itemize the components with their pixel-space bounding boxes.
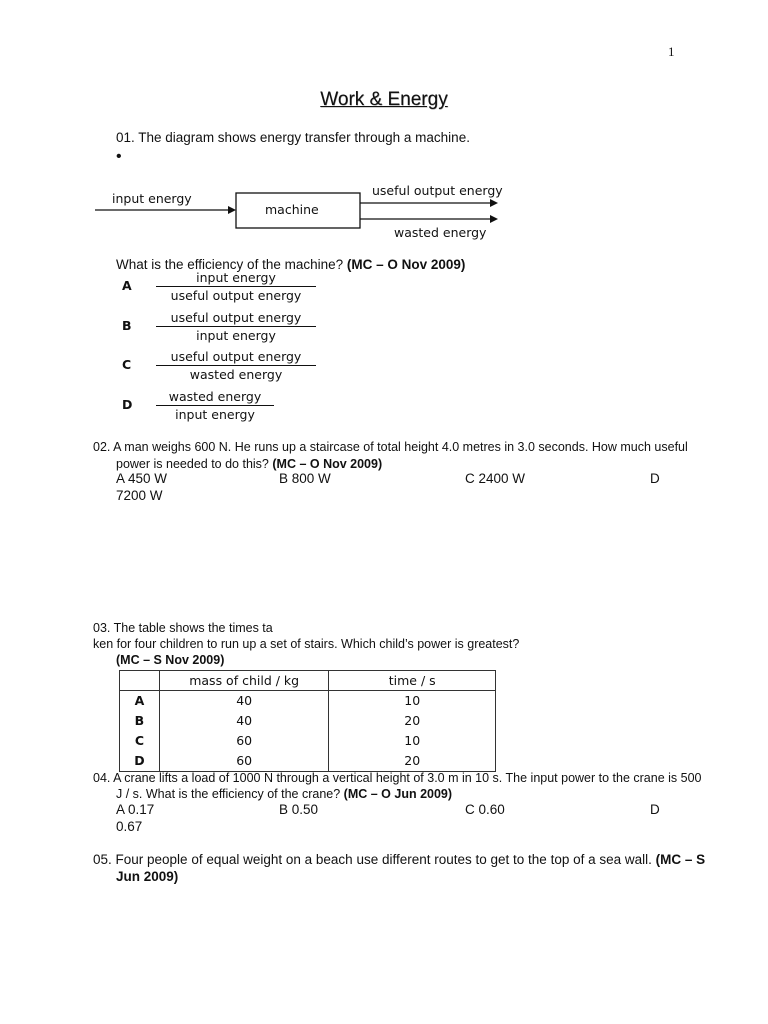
table-cell: 20 <box>329 751 496 772</box>
q2-line2-text: power is needed to do this? <box>116 457 269 471</box>
table-cell: 60 <box>159 731 329 751</box>
table-header-cell: mass of child / kg <box>159 671 329 691</box>
table-header-cell: time / s <box>329 671 496 691</box>
table-cell: 40 <box>159 691 329 712</box>
page-title: Work & Energy <box>320 89 448 110</box>
table-cell: 10 <box>329 691 496 712</box>
option-letter: A <box>122 278 132 293</box>
fraction-bar <box>156 365 316 366</box>
table-row <box>120 751 496 772</box>
table-cell: B <box>120 711 160 731</box>
table-header-row <box>120 671 496 691</box>
diagram-machine-label: machine <box>265 202 319 217</box>
option-fraction <box>156 310 316 343</box>
q2-option-d-value: 7200 W <box>116 488 163 503</box>
fraction-numerator: useful output energy <box>170 349 302 364</box>
table-cell: 10 <box>329 731 496 751</box>
diagram-useful-label: useful output energy <box>372 183 503 198</box>
q4-option-d: D <box>650 802 660 817</box>
q4-source: (MC – O Jun 2009) <box>343 787 453 801</box>
option-letter: B <box>122 318 132 333</box>
q3-line2: ken for four children to run up a set of stairs. Which child’s power is greatest? <box>93 637 520 651</box>
q2-line1: 02. A man weighs 600 N. He runs up a staircase of total height 4.0 metres in 3.0 seconds. How much useful <box>93 440 688 454</box>
option-fraction <box>156 349 316 382</box>
table-cell: D <box>120 751 160 772</box>
table-cell: 20 <box>329 711 496 731</box>
diagram-wasted-label: wasted energy <box>394 225 487 240</box>
q1-text: 01. The diagram shows energy transfer through a machine. <box>116 130 470 145</box>
energy-transfer-diagram <box>90 180 540 245</box>
fraction-numerator: useful output energy <box>170 310 302 325</box>
q2-source: (MC – O Nov 2009) <box>272 457 383 471</box>
q4-line2-text: J / s. What is the efficiency of the crane? <box>116 787 341 801</box>
fraction-numerator: wasted energy <box>168 389 262 404</box>
fraction-denominator: input energy <box>175 407 255 422</box>
table-cell: A <box>120 691 160 712</box>
table-header-cell <box>120 671 160 691</box>
q2-option-b: B 800 W <box>279 471 331 486</box>
fraction-bar <box>156 405 274 406</box>
diagram-input-label: input energy <box>112 191 192 206</box>
q5-line1 <box>93 852 733 867</box>
q4-line1: 04. A crane lifts a load of 1000 N through a vertical height of 3.0 m in 10 s. The input power to the crane is 500 <box>93 771 702 785</box>
q5-source-part1: (MC – S <box>655 852 706 867</box>
table-row <box>120 731 496 751</box>
table-row <box>120 711 496 731</box>
page-number: 1 <box>668 44 675 59</box>
q4-option-b: B 0.50 <box>279 802 319 817</box>
stairs-table <box>119 670 496 772</box>
q4-option-d-value: 0.67 <box>116 819 143 834</box>
option-fraction <box>156 270 316 303</box>
q4-option-c: C 0.60 <box>465 802 505 817</box>
fraction-denominator: input energy <box>196 328 276 343</box>
q2-option-a: A 450 W <box>116 471 168 486</box>
option-letter: C <box>122 357 132 372</box>
q3-source: (MC – S Nov 2009) <box>116 653 225 667</box>
q2-option-c: C 2400 W <box>465 471 526 486</box>
table-cell: C <box>120 731 160 751</box>
q5-source-part2: Jun 2009) <box>116 869 179 884</box>
q5-text: 05. Four people of equal weight on a beach use different routes to get to the top of a sea wall. <box>93 852 652 867</box>
fraction-bar <box>156 286 316 287</box>
q1-source: (MC – O Nov 2009) <box>346 257 466 272</box>
option-fraction <box>156 389 274 422</box>
fraction-bar <box>156 326 316 327</box>
table-row <box>120 691 496 712</box>
q4-option-a: A 0.17 <box>116 802 155 817</box>
q2-option-d: D <box>650 471 660 486</box>
fraction-denominator: useful output energy <box>170 288 302 303</box>
option-letter: D <box>122 397 133 412</box>
q4-line2 <box>116 786 452 803</box>
fraction-numerator: input energy <box>196 270 276 285</box>
q3-line1: 03. The table shows the times ta <box>93 621 273 635</box>
q1-question-text: What is the efficiency of the machine? <box>116 257 344 272</box>
table-cell: 60 <box>159 751 329 772</box>
fraction-denominator: wasted energy <box>189 367 283 382</box>
table-cell: 40 <box>159 711 329 731</box>
q1-bullet: • <box>116 148 122 165</box>
